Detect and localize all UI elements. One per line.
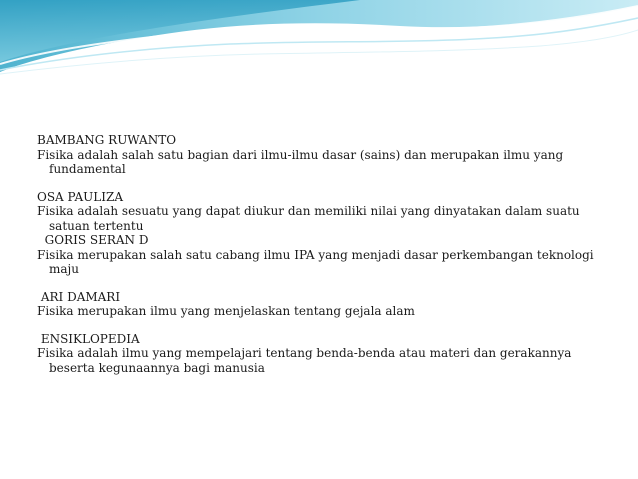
section-heading: BAMBANG RUWANTO xyxy=(37,133,177,147)
section-definition: Fisika merupakan salah satu cabang ilmu IPA yang menjadi dasar perkembangan teknologi maju xyxy=(37,247,594,276)
section-heading: ENSIKLOPEDIA xyxy=(37,331,140,346)
section-definition: Fisika adalah sesuatu yang dapat diukur dan memiliki nilai yang dinyatakan dalam suatu satuan tertentu xyxy=(37,204,580,233)
section-definition: Fisika merupakan ilmu yang menjelaskan tentang gejala alam xyxy=(37,304,415,318)
section-heading: GORIS SERAN D xyxy=(37,233,149,247)
header-wave-decoration xyxy=(0,0,638,80)
definitions-list xyxy=(37,133,607,375)
section-heading: ARI DAMARI xyxy=(37,289,121,304)
section-definition: Fisika adalah salah satu bagian dari ilmu-ilmu dasar (sains) dan merupakan ilmu yang fundamental xyxy=(37,147,564,176)
section-heading: OSA PAULIZA xyxy=(37,189,124,204)
section-definition: Fisika adalah ilmu yang mempelajari tentang benda-benda atau materi dan gerakannya beserta kegunaannya bagi manusia xyxy=(37,346,572,375)
